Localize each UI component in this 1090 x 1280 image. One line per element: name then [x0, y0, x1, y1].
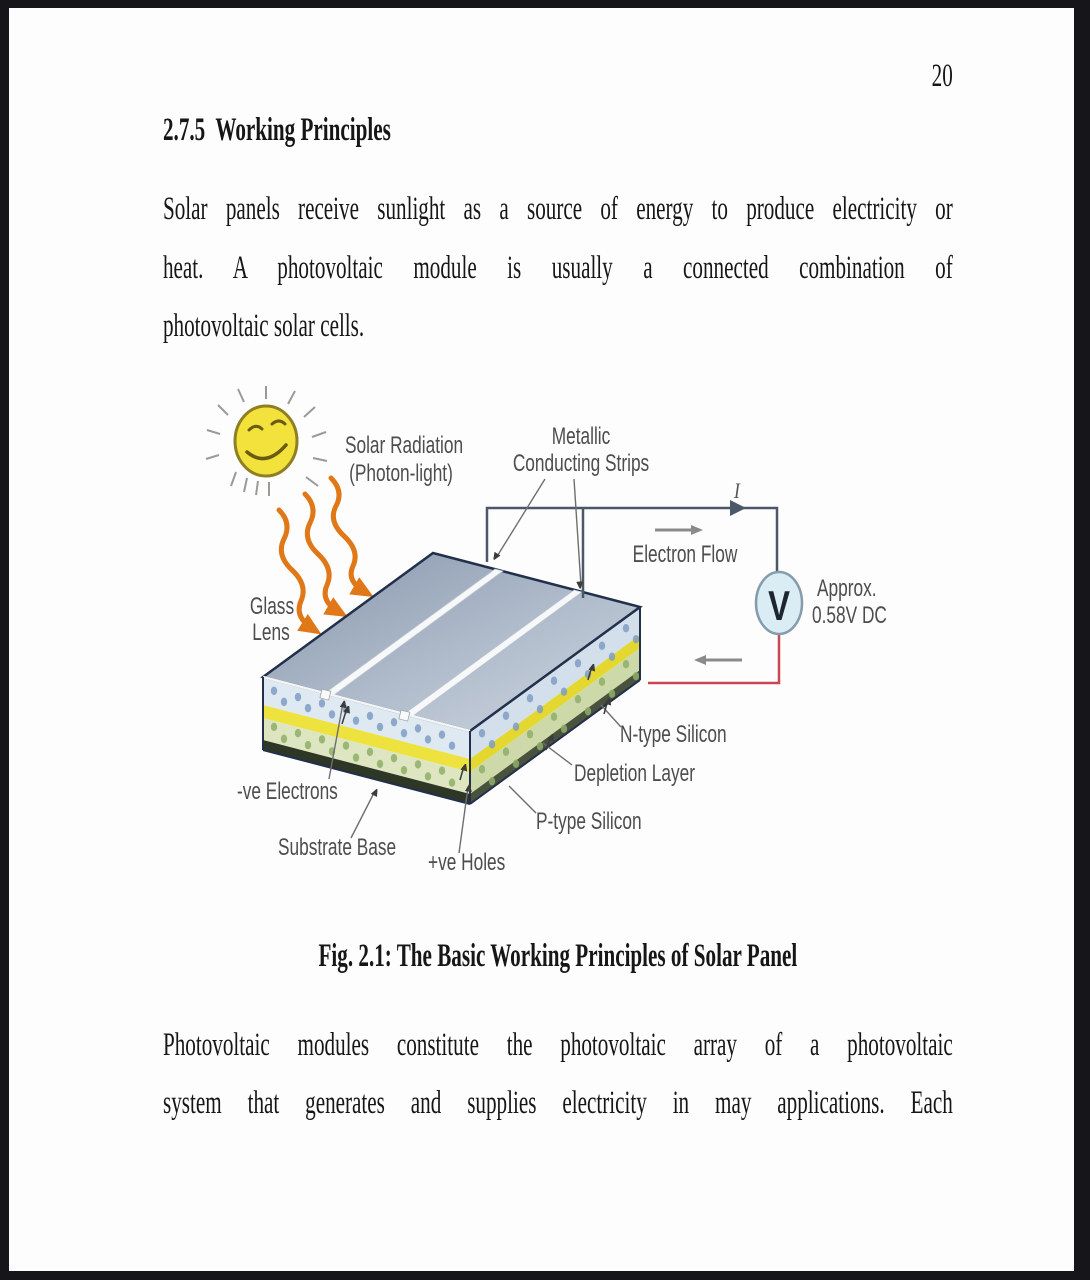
label-n-type: N-type Silicon: [620, 721, 727, 748]
voltmeter: [756, 572, 802, 634]
label-pos-holes: +ve Holes: [428, 849, 506, 876]
paragraph1-line3: photovoltaic solar cells.: [163, 308, 365, 344]
section-heading: 2.7.5 Working Principles: [163, 112, 391, 148]
label-solar-radiation: Solar Radiation: [344, 432, 464, 459]
paragraph2-line1: Photovoltaic modules constitute the photovoltaic array of a photovoltaic: [163, 1027, 953, 1063]
page-number: 20: [931, 58, 953, 94]
label-photon-light: (Photon-light): [349, 460, 453, 487]
scan-border-left: [0, 0, 9, 1280]
label-conducting-strips: Conducting Strips: [512, 450, 650, 477]
sun-icon: [206, 386, 327, 496]
label-p-type: P-type Silicon: [536, 808, 642, 835]
label-voltage: 0.58V DC: [812, 602, 887, 629]
solar-panel-diagram: [180, 370, 910, 890]
paragraph1-line2: heat. A photovoltaic module is usually a connected combination of: [163, 250, 953, 286]
label-metallic: Metallic: [551, 423, 611, 450]
paragraph1-line1: Solar panels receive sunlight as a source of energy to produce electricity or: [163, 191, 953, 227]
voltmeter-symbol: V: [768, 582, 790, 629]
scan-border-right: [1074, 0, 1090, 1280]
label-current: I: [734, 479, 740, 504]
label-neg-electrons: -ve Electrons: [237, 778, 338, 805]
label-electron-flow: Electron Flow: [632, 541, 738, 568]
label-depletion: Depletion Layer: [574, 760, 696, 787]
label-lens: Lens: [252, 619, 290, 646]
paragraph2-line2: system that generates and supplies electricity in may applications. Each: [163, 1085, 953, 1121]
figure-caption: Fig. 2.1: The Basic Working Principles of Solar Panel: [318, 938, 798, 974]
scan-border-bottom: [0, 1271, 1090, 1280]
label-glass: Glass: [249, 593, 295, 620]
return-wire: [648, 633, 779, 683]
scan-border-top: [0, 0, 1090, 8]
label-approx: Approx.: [817, 575, 877, 602]
label-substrate: Substrate Base: [278, 834, 397, 861]
